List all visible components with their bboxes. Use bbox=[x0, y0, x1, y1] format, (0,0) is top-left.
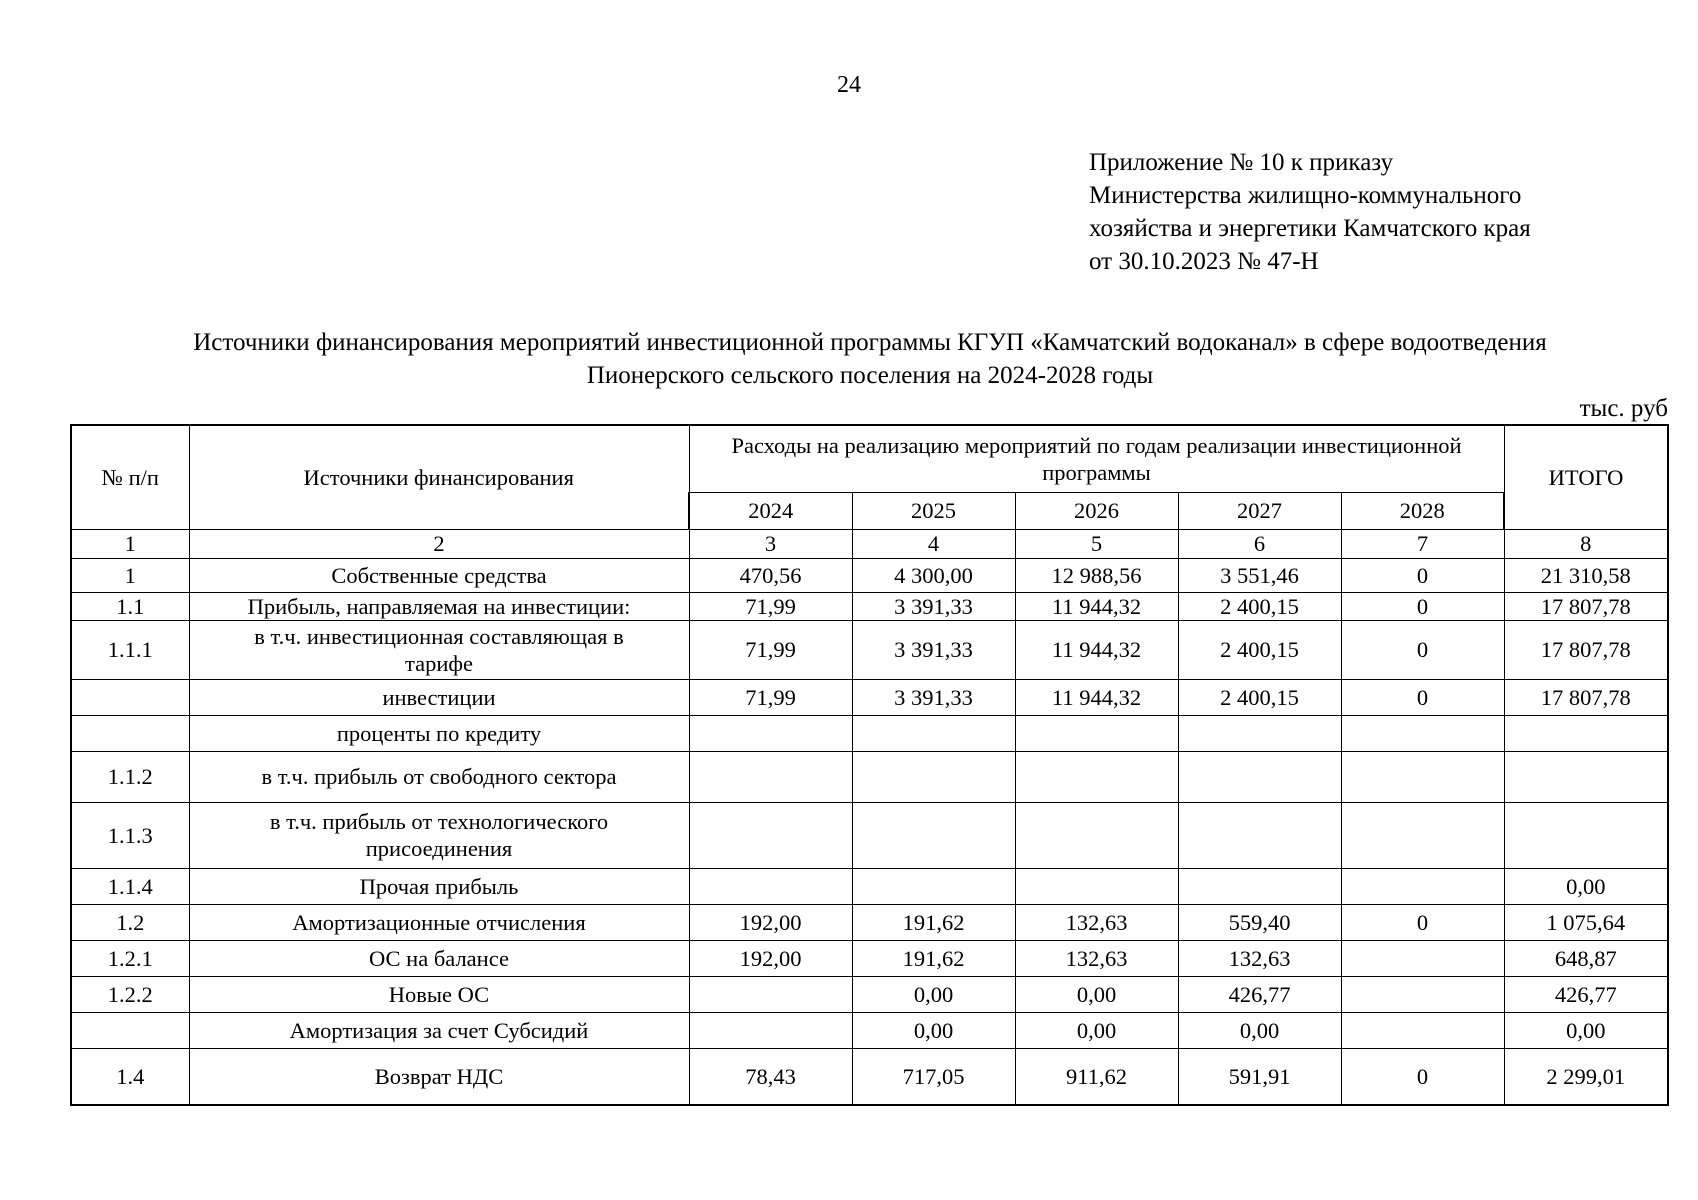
document-title bbox=[70, 326, 1670, 392]
row-num: 1.1.1 bbox=[71, 620, 189, 679]
column-number: 6 bbox=[1178, 529, 1341, 558]
column-number: 3 bbox=[689, 529, 852, 558]
title-line: Пионерского сельского поселения на 2024-2028 годы bbox=[586, 362, 1154, 389]
row-name: Прочая прибыль bbox=[189, 868, 689, 904]
value-total: 17 807,78 bbox=[1504, 620, 1668, 679]
value-2028: 0 bbox=[1341, 592, 1504, 620]
table-row bbox=[71, 1012, 1668, 1048]
table-row bbox=[71, 715, 1668, 751]
value-2024: 71,99 bbox=[689, 679, 852, 715]
header-year: 2026 bbox=[1015, 492, 1178, 529]
table-row bbox=[71, 904, 1668, 940]
appendix-line: Приложение № 10 к приказу bbox=[1089, 149, 1394, 176]
row-num: 1.1.2 bbox=[71, 751, 189, 802]
value-2025: 3 391,33 bbox=[852, 679, 1015, 715]
column-number: 1 bbox=[71, 529, 189, 558]
value-2028: 0 bbox=[1341, 904, 1504, 940]
value-total: 0,00 bbox=[1504, 1012, 1668, 1048]
row-name-line: в т.ч. прибыль от технологического bbox=[269, 809, 609, 834]
row-name: Возврат НДС bbox=[189, 1048, 689, 1105]
value-2025: 717,05 bbox=[852, 1048, 1015, 1105]
row-name: Собственные средства bbox=[189, 558, 689, 592]
row-name: Амортизация за счет Субсидий bbox=[189, 1012, 689, 1048]
value-total bbox=[1504, 751, 1668, 802]
row-name bbox=[189, 620, 689, 679]
row-name bbox=[189, 802, 689, 868]
value-2026: 0,00 bbox=[1015, 1012, 1178, 1048]
value-total: 17 807,78 bbox=[1504, 679, 1668, 715]
unit-label: тыс. руб bbox=[1579, 395, 1668, 422]
value-2025: 0,00 bbox=[852, 976, 1015, 1012]
value-2027: 2 400,15 bbox=[1178, 679, 1341, 715]
row-name: Новые ОС bbox=[189, 976, 689, 1012]
row-num: 1.4 bbox=[71, 1048, 189, 1105]
row-name-line: тарифе bbox=[405, 650, 473, 676]
row-num: 1.1.4 bbox=[71, 868, 189, 904]
header-source: Источники финансирования bbox=[189, 425, 689, 529]
value-2028 bbox=[1341, 940, 1504, 976]
value-2024: 470,56 bbox=[689, 558, 852, 592]
table-row bbox=[71, 620, 1668, 679]
value-2028 bbox=[1341, 715, 1504, 751]
header-total: ИТОГО bbox=[1504, 425, 1668, 529]
value-2025: 191,62 bbox=[852, 940, 1015, 976]
value-total bbox=[1504, 802, 1668, 868]
value-2025: 3 391,33 bbox=[852, 620, 1015, 679]
value-total: 648,87 bbox=[1504, 940, 1668, 976]
column-number: 2 bbox=[189, 529, 689, 558]
value-2028 bbox=[1341, 802, 1504, 868]
header-year: 2028 bbox=[1341, 492, 1504, 529]
value-2027: 132,63 bbox=[1178, 940, 1341, 976]
table-row bbox=[71, 802, 1668, 868]
value-2027: 426,77 bbox=[1178, 976, 1341, 1012]
value-total: 0,00 bbox=[1504, 868, 1668, 904]
row-name: инвестиции bbox=[189, 679, 689, 715]
value-2028 bbox=[1341, 976, 1504, 1012]
row-name: проценты по кредиту bbox=[189, 715, 689, 751]
header-year: 2025 bbox=[852, 492, 1015, 529]
value-2024 bbox=[689, 868, 852, 904]
value-2027 bbox=[1178, 802, 1341, 868]
value-2028: 0 bbox=[1341, 620, 1504, 679]
header-expenses: Расходы на реализацию мероприятий по годам реализации инвестиционной программы bbox=[689, 425, 1504, 492]
financing-table bbox=[70, 424, 1669, 1106]
value-total: 17 807,78 bbox=[1504, 592, 1668, 620]
row-num: 1 bbox=[71, 558, 189, 592]
table-row bbox=[71, 558, 1668, 592]
value-2024: 192,00 bbox=[689, 904, 852, 940]
value-2028: 0 bbox=[1341, 558, 1504, 592]
value-2025: 0,00 bbox=[852, 1012, 1015, 1048]
value-2026: 132,63 bbox=[1015, 940, 1178, 976]
row-name: Амортизационные отчисления bbox=[189, 904, 689, 940]
row-num bbox=[71, 679, 189, 715]
value-2026: 911,62 bbox=[1015, 1048, 1178, 1105]
row-name-line: присоединения bbox=[365, 836, 513, 861]
row-num: 1.2.2 bbox=[71, 976, 189, 1012]
value-2027: 2 400,15 bbox=[1178, 592, 1341, 620]
value-2027: 591,91 bbox=[1178, 1048, 1341, 1105]
value-2024 bbox=[689, 802, 852, 868]
table-row bbox=[71, 751, 1668, 802]
row-num bbox=[71, 1012, 189, 1048]
value-2026: 12 988,56 bbox=[1015, 558, 1178, 592]
value-2026 bbox=[1015, 802, 1178, 868]
table-row bbox=[71, 679, 1668, 715]
table-row bbox=[71, 868, 1668, 904]
value-2028 bbox=[1341, 751, 1504, 802]
value-2026: 11 944,32 bbox=[1015, 592, 1178, 620]
value-2026 bbox=[1015, 868, 1178, 904]
value-2024: 71,99 bbox=[689, 592, 852, 620]
value-2028: 0 bbox=[1341, 1048, 1504, 1105]
column-number: 4 bbox=[852, 529, 1015, 558]
table-row bbox=[71, 592, 1668, 620]
value-2026: 0,00 bbox=[1015, 976, 1178, 1012]
value-2025 bbox=[852, 715, 1015, 751]
value-2026: 11 944,32 bbox=[1015, 620, 1178, 679]
value-2026: 132,63 bbox=[1015, 904, 1178, 940]
value-2027 bbox=[1178, 715, 1341, 751]
value-total: 1 075,64 bbox=[1504, 904, 1668, 940]
appendix-note bbox=[1089, 146, 1689, 278]
value-2025: 4 300,00 bbox=[852, 558, 1015, 592]
value-2024 bbox=[689, 976, 852, 1012]
value-2028 bbox=[1341, 868, 1504, 904]
title-line: Источники финансирования мероприятий инвестиционной программы КГУП «Камчатский водоканал» в сфере водоотведения bbox=[193, 329, 1547, 356]
row-name: в т.ч. прибыль от свободного сектора bbox=[189, 751, 689, 802]
value-2027 bbox=[1178, 868, 1341, 904]
value-2024 bbox=[689, 751, 852, 802]
header-year: 2027 bbox=[1178, 492, 1341, 529]
table-row bbox=[71, 1048, 1668, 1105]
appendix-line: хозяйства и энергетики Камчатского края bbox=[1089, 215, 1531, 242]
value-2025: 3 391,33 bbox=[852, 592, 1015, 620]
value-2025 bbox=[852, 802, 1015, 868]
value-2025: 191,62 bbox=[852, 904, 1015, 940]
value-2025 bbox=[852, 868, 1015, 904]
table-row bbox=[71, 976, 1668, 1012]
row-num: 1.1 bbox=[71, 592, 189, 620]
value-2025 bbox=[852, 751, 1015, 802]
value-2024 bbox=[689, 1012, 852, 1048]
row-name-line: в т.ч. инвестиционная составляющая в bbox=[254, 623, 624, 649]
column-number: 7 bbox=[1341, 529, 1504, 558]
row-num: 1.1.3 bbox=[71, 802, 189, 868]
value-2028 bbox=[1341, 1012, 1504, 1048]
value-total bbox=[1504, 715, 1668, 751]
appendix-line: от 30.10.2023 № 47-Н bbox=[1089, 248, 1319, 275]
appendix-line: Министерства жилищно-коммунального bbox=[1089, 182, 1522, 209]
header-year: 2024 bbox=[689, 492, 852, 529]
value-2026 bbox=[1015, 715, 1178, 751]
column-number: 8 bbox=[1504, 529, 1668, 558]
header-num: № п/п bbox=[71, 425, 189, 529]
value-2027: 559,40 bbox=[1178, 904, 1341, 940]
row-name: Прибыль, направляемая на инвестиции: bbox=[189, 592, 689, 620]
value-2027: 3 551,46 bbox=[1178, 558, 1341, 592]
value-total: 21 310,58 bbox=[1504, 558, 1668, 592]
value-2028: 0 bbox=[1341, 679, 1504, 715]
table-row bbox=[71, 940, 1668, 976]
row-num: 1.2 bbox=[71, 904, 189, 940]
value-2026: 11 944,32 bbox=[1015, 679, 1178, 715]
value-2024: 71,99 bbox=[689, 620, 852, 679]
value-2027: 0,00 bbox=[1178, 1012, 1341, 1048]
page-number: 24 bbox=[837, 72, 861, 98]
value-total: 426,77 bbox=[1504, 976, 1668, 1012]
row-num: 1.2.1 bbox=[71, 940, 189, 976]
value-2026 bbox=[1015, 751, 1178, 802]
row-name: ОС на балансе bbox=[189, 940, 689, 976]
column-number: 5 bbox=[1015, 529, 1178, 558]
value-total: 2 299,01 bbox=[1504, 1048, 1668, 1105]
value-2027: 2 400,15 bbox=[1178, 620, 1341, 679]
value-2024: 78,43 bbox=[689, 1048, 852, 1105]
value-2024 bbox=[689, 715, 852, 751]
value-2027 bbox=[1178, 751, 1341, 802]
value-2024: 192,00 bbox=[689, 940, 852, 976]
row-num bbox=[71, 715, 189, 751]
table-header bbox=[71, 425, 1668, 558]
